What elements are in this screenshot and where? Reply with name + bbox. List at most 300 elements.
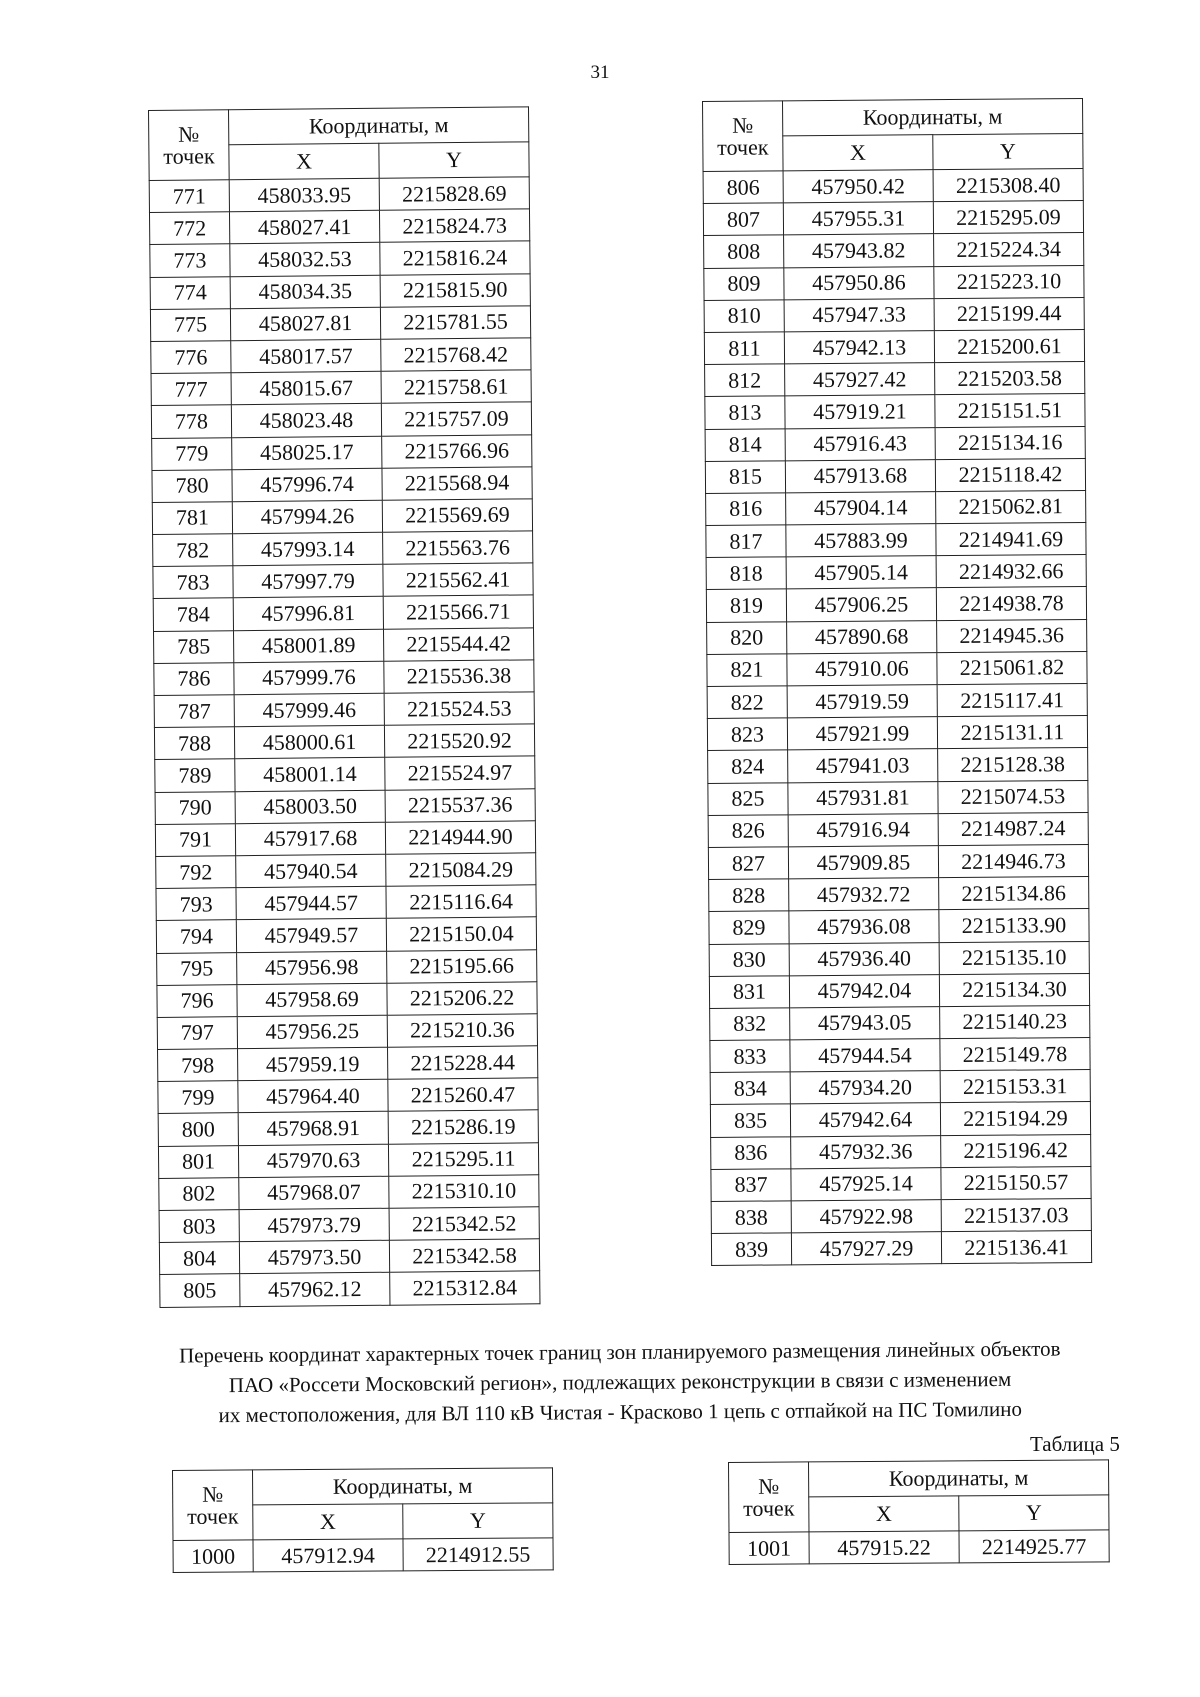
y-coordinate-cell: 2215150.04 (386, 917, 536, 951)
y-coordinate-cell: 2215342.52 (389, 1207, 539, 1241)
point-number-cell: 819 (706, 589, 786, 622)
header-coordinates: Координаты, м (783, 99, 1083, 136)
y-coordinate-cell: 2215074.53 (938, 780, 1088, 813)
x-coordinate-cell: 457904.14 (786, 492, 936, 525)
point-number-cell: 777 (151, 373, 231, 406)
x-coordinate-cell: 457993.14 (233, 532, 383, 566)
y-coordinate-cell: 2215223.10 (934, 265, 1084, 298)
y-coordinate-cell: 2215312.84 (390, 1271, 540, 1305)
y-coordinate-cell: 2215136.41 (941, 1231, 1091, 1264)
table-row (157, 981, 537, 1017)
y-coordinate-cell: 2215310.10 (389, 1175, 539, 1209)
y-coordinate-cell: 2215295.11 (388, 1142, 538, 1176)
x-coordinate-cell: 457917.68 (235, 822, 385, 856)
header-coordinates: Координаты, м (253, 1468, 553, 1505)
point-number-cell: 811 (704, 332, 784, 365)
point-number-cell: 831 (709, 976, 789, 1009)
x-coordinate-cell: 457890.68 (787, 620, 937, 653)
table-row (703, 169, 1083, 204)
y-coordinate-cell: 2215286.19 (388, 1110, 538, 1144)
table-row (151, 402, 531, 438)
table-row (705, 362, 1085, 397)
x-coordinate-cell: 458000.61 (234, 725, 384, 759)
x-coordinate-cell: 457964.40 (238, 1079, 388, 1113)
table-row (155, 821, 535, 857)
x-coordinate-cell: 457906.25 (786, 588, 936, 621)
table-row (706, 490, 1086, 525)
point-number-cell: 838 (711, 1201, 791, 1234)
table-row (154, 692, 534, 728)
table-row (710, 1070, 1090, 1105)
point-number-cell: 810 (704, 300, 784, 333)
header-point-number: № точек (729, 1462, 809, 1533)
x-coordinate-cell: 457919.21 (785, 395, 935, 428)
header-point-number: № точек (149, 110, 230, 181)
table-row (711, 1166, 1091, 1201)
x-coordinate-cell: 458023.48 (231, 404, 381, 438)
header-coordinates: Координаты, м (229, 107, 529, 145)
table-row (149, 209, 529, 245)
table-row (157, 1014, 537, 1050)
point-number-cell: 771 (149, 180, 229, 213)
point-number-cell: 839 (711, 1233, 791, 1266)
y-coordinate-cell: 2215781.55 (380, 306, 530, 340)
table-row (154, 660, 534, 696)
y-coordinate-cell: 2215199.44 (934, 297, 1084, 330)
x-coordinate-cell: 458015.67 (231, 371, 381, 405)
point-number-cell: 828 (709, 879, 789, 912)
x-coordinate-cell: 457970.63 (238, 1144, 388, 1178)
y-coordinate-cell: 2215135.10 (939, 941, 1089, 974)
header-y: Y (403, 1503, 553, 1539)
y-coordinate-cell: 2215828.69 (379, 177, 529, 211)
point-number-cell: 808 (704, 235, 784, 268)
x-coordinate-cell: 457968.07 (239, 1176, 389, 1210)
y-coordinate-cell: 2215520.92 (384, 724, 534, 758)
header-x: X (783, 135, 933, 171)
point-number-cell: 779 (152, 437, 232, 470)
x-coordinate-cell: 458001.89 (233, 629, 383, 663)
x-coordinate-cell: 458001.14 (235, 758, 385, 792)
point-number-cell: 832 (710, 1008, 790, 1041)
point-number-cell: 821 (707, 654, 787, 687)
y-coordinate-cell: 2215194.29 (940, 1102, 1090, 1135)
table-row (155, 756, 535, 792)
y-coordinate-cell: 2215562.41 (383, 563, 533, 597)
x-coordinate-cell: 457941.03 (788, 749, 938, 782)
x-coordinate-cell: 457927.29 (791, 1232, 941, 1265)
y-coordinate-cell: 2215816.24 (380, 241, 530, 275)
table-row (709, 877, 1089, 912)
point-number-cell: 801 (158, 1145, 238, 1178)
table-row (706, 523, 1086, 558)
y-coordinate-cell: 2214945.36 (937, 619, 1087, 652)
x-coordinate-cell: 457955.31 (783, 202, 933, 235)
x-coordinate-cell: 457943.05 (790, 1007, 940, 1040)
table-row (704, 297, 1084, 332)
table5-right (728, 1459, 1110, 1565)
point-number-cell: 783 (153, 566, 233, 599)
y-coordinate-cell: 2214912.55 (403, 1538, 553, 1571)
y-coordinate-cell: 2215151.51 (935, 394, 1085, 427)
x-coordinate-cell: 457943.82 (784, 234, 934, 267)
y-coordinate-cell: 2215118.42 (935, 458, 1085, 491)
table-row (711, 1231, 1091, 1266)
header-coordinates: Координаты, м (809, 1460, 1109, 1497)
coordinates-table-left (148, 106, 540, 1307)
point-number-cell: 820 (707, 621, 787, 654)
y-coordinate-cell: 2215544.42 (383, 627, 533, 661)
point-number-cell: 806 (703, 171, 783, 204)
header-y: Y (379, 142, 529, 178)
y-coordinate-cell: 2214925.77 (959, 1530, 1109, 1563)
y-coordinate-cell: 2215150.57 (941, 1166, 1091, 1199)
point-number-cell: 1000 (173, 1540, 253, 1573)
y-coordinate-cell: 2215131.11 (937, 716, 1087, 749)
point-number-cell: 815 (705, 461, 785, 494)
table-row (152, 434, 532, 470)
table-row (703, 201, 1083, 236)
y-coordinate-cell: 2215137.03 (941, 1198, 1091, 1231)
table-row (158, 1078, 538, 1114)
y-coordinate-cell: 2215210.36 (387, 1014, 537, 1048)
point-number-cell: 785 (154, 630, 234, 663)
point-number-cell: 780 (152, 469, 232, 502)
y-coordinate-cell: 2215566.71 (383, 595, 533, 629)
table5-left (172, 1467, 554, 1573)
table-row (152, 499, 532, 535)
point-number-cell: 807 (703, 203, 783, 236)
point-number-cell: 794 (156, 920, 236, 953)
x-coordinate-cell: 457919.59 (787, 685, 937, 718)
y-coordinate-cell: 2215563.76 (383, 531, 533, 565)
x-coordinate-cell: 457934.20 (790, 1071, 940, 1104)
point-number-cell: 776 (151, 341, 231, 374)
y-coordinate-cell: 2215128.38 (938, 748, 1088, 781)
x-coordinate-cell: 457949.57 (236, 919, 386, 953)
x-coordinate-cell: 457968.91 (238, 1112, 388, 1146)
y-coordinate-cell: 2215228.44 (388, 1046, 538, 1080)
caption-line: ПАО «Россети Московский регион», подлежащих реконструкции в связи с изменением (228, 1366, 1012, 1398)
x-coordinate-cell: 457883.99 (786, 524, 936, 557)
y-coordinate-cell: 2215203.58 (935, 362, 1085, 395)
table-row (153, 531, 533, 567)
coordinates-table-right (702, 98, 1092, 1266)
table-row (150, 273, 530, 309)
point-number-cell: 822 (707, 686, 787, 719)
y-coordinate-cell: 2215824.73 (379, 209, 529, 243)
point-number-cell: 804 (159, 1242, 239, 1275)
x-coordinate-cell: 457999.46 (234, 693, 384, 727)
table-row (706, 587, 1086, 622)
x-coordinate-cell: 457936.40 (789, 942, 939, 975)
point-number-cell: 772 (149, 212, 229, 245)
x-coordinate-cell: 457916.94 (788, 813, 938, 846)
x-coordinate-cell: 457997.79 (233, 565, 383, 599)
x-coordinate-cell: 457996.74 (232, 468, 382, 502)
table-row (156, 917, 536, 953)
x-coordinate-cell: 458025.17 (232, 436, 382, 470)
y-coordinate-cell: 2215133.90 (939, 909, 1089, 942)
point-number-cell: 791 (155, 823, 235, 856)
y-coordinate-cell: 2215537.36 (385, 788, 535, 822)
table-row (708, 844, 1088, 879)
table-row (159, 1175, 539, 1211)
table-row (704, 329, 1084, 364)
point-number-cell: 795 (157, 952, 237, 985)
header-y: Y (933, 134, 1083, 170)
table-row (708, 812, 1088, 847)
table-row (153, 563, 533, 599)
x-coordinate-cell: 457910.06 (787, 652, 937, 685)
table-row (151, 338, 531, 374)
point-number-cell: 826 (708, 815, 788, 848)
x-coordinate-cell: 457999.76 (234, 661, 384, 695)
x-coordinate-cell: 457913.68 (785, 459, 935, 492)
x-coordinate-cell: 457925.14 (791, 1167, 941, 1200)
point-number-cell: 825 (708, 782, 788, 815)
x-coordinate-cell: 457936.08 (789, 910, 939, 943)
header-point-number: № точек (173, 1470, 253, 1541)
y-coordinate-cell: 2215308.40 (933, 169, 1083, 202)
point-number-cell: 775 (150, 308, 230, 341)
y-coordinate-cell: 2215568.94 (382, 467, 532, 501)
point-number-cell: 813 (705, 396, 785, 429)
y-coordinate-cell: 2215134.30 (939, 973, 1089, 1006)
x-coordinate-cell: 457962.12 (240, 1273, 390, 1307)
x-coordinate-cell: 457940.54 (236, 854, 386, 888)
point-number-cell: 797 (157, 1017, 237, 1050)
x-coordinate-cell: 457942.13 (784, 331, 934, 364)
y-coordinate-cell: 2214946.73 (938, 844, 1088, 877)
point-number-cell: 837 (711, 1169, 791, 1202)
y-coordinate-cell: 2215149.78 (940, 1038, 1090, 1071)
table-row (709, 973, 1089, 1008)
x-coordinate-cell: 458003.50 (235, 790, 385, 824)
header-point-number: № точек (703, 101, 784, 172)
header-y: Y (959, 1495, 1109, 1531)
page-number: 31 (590, 62, 610, 83)
y-coordinate-cell: 2215195.66 (387, 949, 537, 983)
x-coordinate-cell: 457994.26 (232, 500, 382, 534)
y-coordinate-cell: 2215569.69 (382, 499, 532, 533)
table-row (151, 370, 531, 406)
table-row (158, 1110, 538, 1146)
y-coordinate-cell: 2214944.90 (385, 821, 535, 855)
table-row (707, 651, 1087, 686)
point-number-cell: 788 (154, 727, 234, 760)
x-coordinate-cell: 457932.72 (789, 878, 939, 911)
point-number-cell: 827 (708, 847, 788, 880)
table-row (704, 233, 1084, 268)
point-number-cell: 782 (153, 534, 233, 567)
table-row (709, 941, 1089, 976)
table-row (152, 467, 532, 503)
point-number-cell: 834 (710, 1072, 790, 1105)
table-row (159, 1239, 539, 1275)
x-coordinate-cell: 457905.14 (786, 556, 936, 589)
y-coordinate-cell: 2215342.58 (389, 1239, 539, 1273)
point-number-cell: 803 (159, 1210, 239, 1243)
y-coordinate-cell: 2215200.61 (934, 329, 1084, 362)
table-row (158, 1142, 538, 1178)
point-number-cell: 796 (157, 984, 237, 1017)
y-coordinate-cell: 2215084.29 (386, 853, 536, 887)
x-coordinate-cell: 457996.81 (233, 597, 383, 631)
y-coordinate-cell: 2215768.42 (381, 338, 531, 372)
point-number-cell: 799 (158, 1081, 238, 1114)
point-number-cell: 790 (155, 791, 235, 824)
y-coordinate-cell: 2215758.61 (381, 370, 531, 404)
x-coordinate-cell: 457950.86 (784, 266, 934, 299)
table-row (710, 1038, 1090, 1073)
table-row (705, 426, 1085, 461)
x-coordinate-cell: 457912.94 (253, 1539, 403, 1572)
table-row (150, 241, 530, 277)
point-number-cell: 805 (160, 1274, 240, 1307)
x-coordinate-cell: 457956.98 (237, 951, 387, 985)
table-label: Таблица 5 (1030, 1432, 1120, 1456)
caption-line: Перечень координат характерных точек границ зон планируемого размещения линейных объектов (178, 1336, 1061, 1368)
point-number-cell: 784 (153, 598, 233, 631)
table-row (709, 909, 1089, 944)
table-row (705, 458, 1085, 493)
x-coordinate-cell: 457915.22 (809, 1531, 959, 1564)
point-number-cell: 809 (704, 267, 784, 300)
y-coordinate-cell: 2215134.86 (939, 877, 1089, 910)
table-row (154, 627, 534, 663)
point-number-cell: 774 (150, 276, 230, 309)
table-row (711, 1134, 1091, 1169)
y-coordinate-cell: 2215757.09 (381, 402, 531, 436)
x-coordinate-cell: 458032.53 (230, 243, 380, 277)
table-row (729, 1530, 1109, 1565)
y-coordinate-cell: 2215524.97 (385, 756, 535, 790)
table-row (173, 1538, 553, 1573)
header-x: X (809, 1496, 959, 1532)
point-number-cell: 789 (155, 759, 235, 792)
y-coordinate-cell: 2215117.41 (937, 683, 1087, 716)
table-row (705, 394, 1085, 429)
y-coordinate-cell: 2215524.53 (384, 692, 534, 726)
y-coordinate-cell: 2215062.81 (936, 490, 1086, 523)
table-row (154, 724, 534, 760)
x-coordinate-cell: 458034.35 (230, 275, 380, 309)
y-coordinate-cell: 2215815.90 (380, 273, 530, 307)
point-number-cell: 830 (709, 943, 789, 976)
x-coordinate-cell: 458017.57 (231, 339, 381, 373)
point-number-cell: 792 (156, 856, 236, 889)
point-number-cell: 778 (151, 405, 231, 438)
table-row (707, 683, 1087, 718)
table-row (156, 885, 536, 921)
y-coordinate-cell: 2215206.22 (387, 981, 537, 1015)
x-coordinate-cell: 457916.43 (785, 427, 935, 460)
table-row (708, 780, 1088, 815)
table-row (156, 853, 536, 889)
point-number-cell: 816 (706, 493, 786, 526)
x-coordinate-cell: 457927.42 (785, 363, 935, 396)
point-number-cell: 836 (711, 1136, 791, 1169)
table-row (707, 716, 1087, 751)
point-number-cell: 824 (708, 750, 788, 783)
point-number-cell: 835 (710, 1104, 790, 1137)
table-row (710, 1102, 1090, 1137)
point-number-cell: 823 (707, 718, 787, 751)
point-number-cell: 781 (152, 502, 232, 535)
table-row (160, 1271, 540, 1307)
y-coordinate-cell: 2215116.64 (386, 885, 536, 919)
header-x: X (229, 143, 379, 179)
table-row (158, 1046, 538, 1082)
point-number-cell: 800 (158, 1113, 238, 1146)
point-number-cell: 787 (154, 695, 234, 728)
x-coordinate-cell: 458033.95 (229, 178, 379, 212)
x-coordinate-cell: 457947.33 (784, 298, 934, 331)
y-coordinate-cell: 2215260.47 (388, 1078, 538, 1112)
x-coordinate-cell: 457931.81 (788, 781, 938, 814)
y-coordinate-cell: 2215536.38 (384, 660, 534, 694)
point-number-cell: 773 (150, 244, 230, 277)
y-coordinate-cell: 2215140.23 (940, 1005, 1090, 1038)
header-x: X (253, 1504, 403, 1540)
point-number-cell: 833 (710, 1040, 790, 1073)
x-coordinate-cell: 458027.81 (230, 307, 380, 341)
x-coordinate-cell: 457950.42 (783, 170, 933, 203)
x-coordinate-cell: 457944.57 (236, 886, 386, 920)
y-coordinate-cell: 2214932.66 (936, 555, 1086, 588)
x-coordinate-cell: 457959.19 (238, 1047, 388, 1081)
y-coordinate-cell: 2214987.24 (938, 812, 1088, 845)
table-row (707, 619, 1087, 654)
y-coordinate-cell: 2215196.42 (941, 1134, 1091, 1167)
table-row (704, 265, 1084, 300)
table-row (157, 949, 537, 985)
x-coordinate-cell: 457956.25 (237, 1015, 387, 1049)
table-row (153, 595, 533, 631)
point-number-cell: 817 (706, 525, 786, 558)
table-row (155, 788, 535, 824)
x-coordinate-cell: 457932.36 (791, 1135, 941, 1168)
table-row (710, 1005, 1090, 1040)
x-coordinate-cell: 458027.41 (229, 210, 379, 244)
point-number-cell: 1001 (729, 1532, 809, 1565)
table-row (159, 1207, 539, 1243)
y-coordinate-cell: 2215766.96 (382, 434, 532, 468)
table-row (149, 177, 529, 213)
table-caption (100, 1333, 1141, 1431)
table-row (708, 748, 1088, 783)
point-number-cell: 814 (705, 428, 785, 461)
y-coordinate-cell: 2215295.09 (933, 201, 1083, 234)
x-coordinate-cell: 457973.79 (239, 1208, 389, 1242)
caption-line: их местоположения, для ВЛ 110 кВ Чистая - Красково 1 цепь с отпайкой на ПС Томилино (218, 1396, 1023, 1428)
point-number-cell: 798 (158, 1049, 238, 1082)
point-number-cell: 829 (709, 911, 789, 944)
table-row (711, 1198, 1091, 1233)
table-row (150, 306, 530, 342)
x-coordinate-cell: 457909.85 (788, 846, 938, 879)
y-coordinate-cell: 2215061.82 (937, 651, 1087, 684)
y-coordinate-cell: 2214941.69 (936, 523, 1086, 556)
y-coordinate-cell: 2215224.34 (934, 233, 1084, 266)
point-number-cell: 818 (706, 557, 786, 590)
x-coordinate-cell: 457942.64 (790, 1103, 940, 1136)
x-coordinate-cell: 457958.69 (237, 983, 387, 1017)
x-coordinate-cell: 457973.50 (239, 1240, 389, 1274)
point-number-cell: 802 (159, 1177, 239, 1210)
y-coordinate-cell: 2215153.31 (940, 1070, 1090, 1103)
